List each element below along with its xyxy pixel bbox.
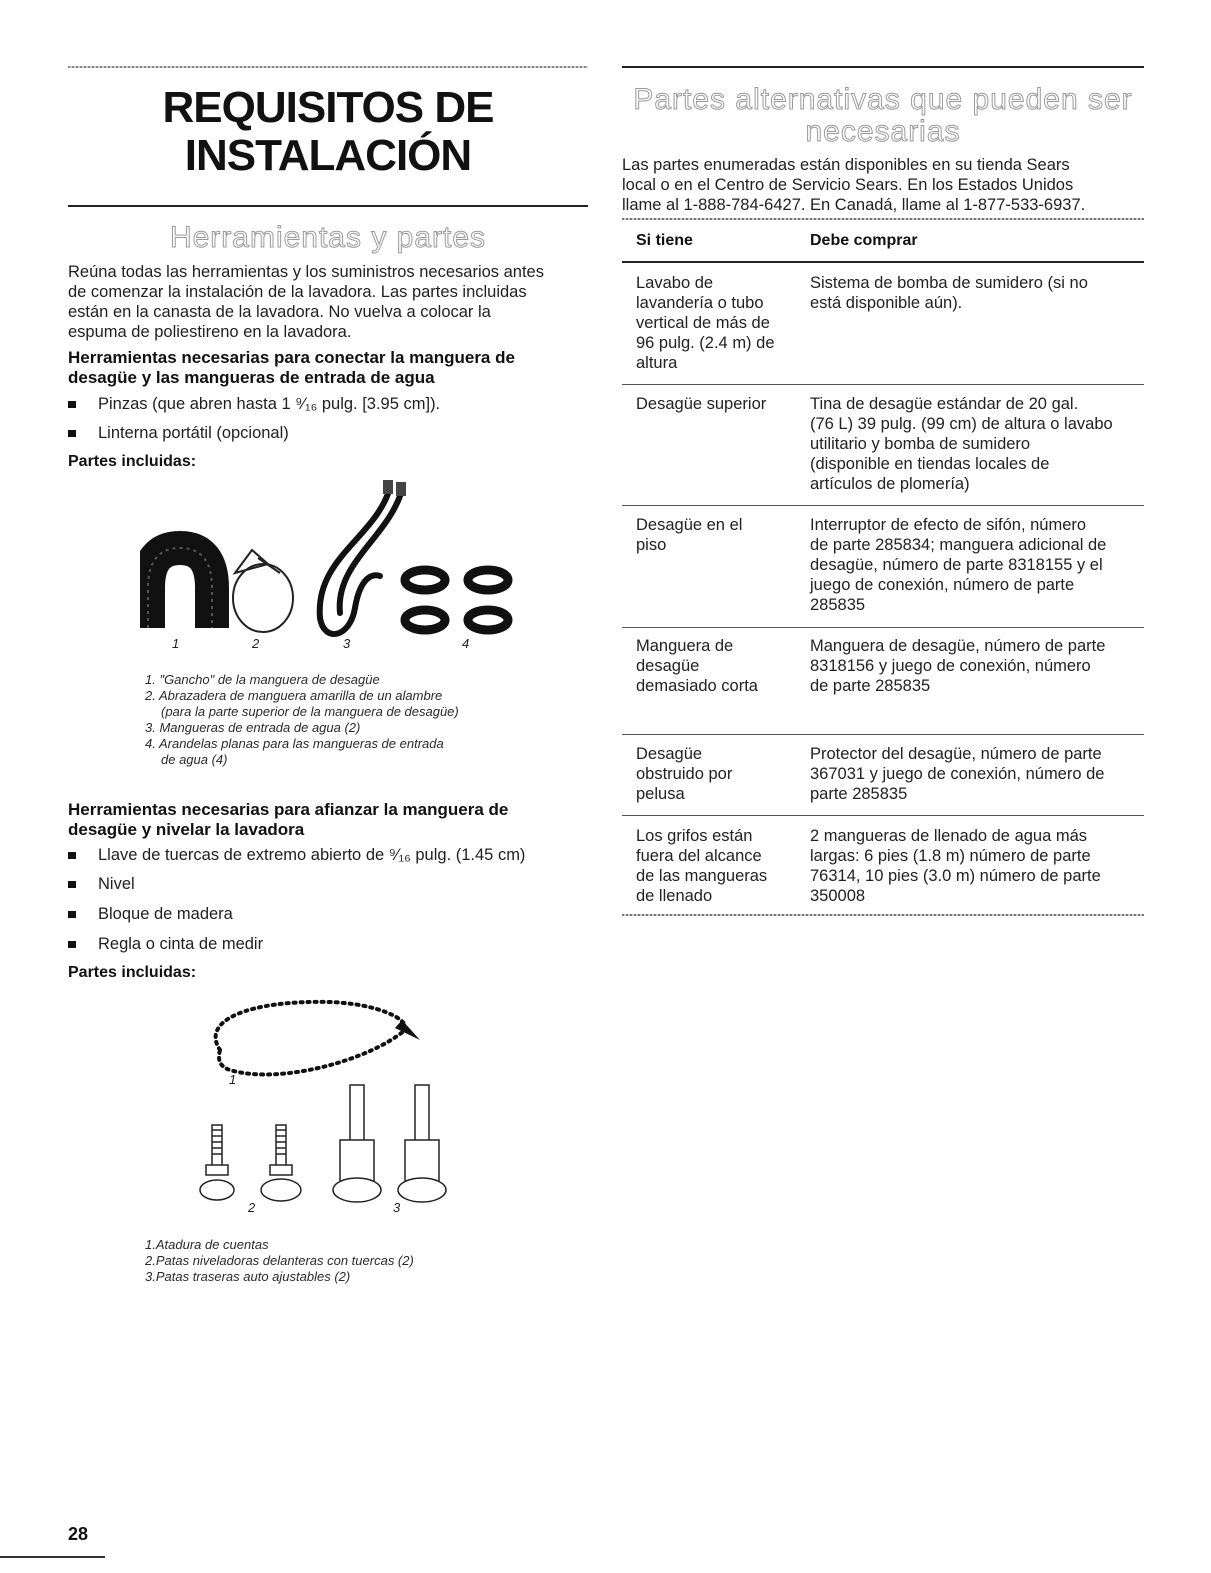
title-line-1: REQUISITOS DE: [162, 83, 494, 132]
list-item: Pinzas (que abren hasta 1 ⁹⁄₁₆ pulg. [3.95 cm]).: [98, 395, 441, 413]
table-cell-buy: Sistema de bomba de sumidero (si no está disponible aún).: [810, 274, 1088, 312]
list-item: Bloque de madera: [98, 905, 233, 923]
tie-lock-icon: [395, 1020, 420, 1040]
table-cell-buy: Interruptor de efecto de sifón, número de parte 285834; manguera adicional de desagüe, número de parte 8318155 y el juego de conexión, número de parte 285835: [810, 516, 1107, 614]
top-dotted-rule: [68, 66, 588, 68]
page-number: 28: [68, 1524, 89, 1544]
alt-parts-intro: [622, 155, 1152, 215]
intro-line: de comenzar la instalación de la lavadora. Las partes incluidas: [68, 283, 527, 301]
section-title-tools: Herramientas y partes: [169, 221, 487, 254]
footer-rule: [0, 1556, 105, 1558]
parts-captions-2: [145, 1237, 575, 1285]
inlet-hoses-icon: [320, 480, 406, 634]
table-bottom-rule: [622, 914, 1144, 916]
rear-self-adjusting-feet-icon: [333, 1085, 446, 1202]
caption-line: 1.Atadura de cuentas: [145, 1237, 269, 1252]
intro-line: Reúna todas las herramientas y los suministros necesarios antes: [68, 263, 544, 281]
part-number-label: 1: [229, 1072, 237, 1087]
intro-paragraph: [68, 262, 588, 342]
parts-illustration-1: [140, 478, 540, 648]
drain-hose-hook-icon: [148, 548, 212, 628]
table-cell-have: Desagüe en el piso: [636, 516, 743, 554]
flat-washers-icon: [405, 570, 508, 630]
heading-line: Herramientas necesarias para conectar la manguera de: [68, 348, 515, 367]
front-leveling-feet-icon: [200, 1125, 301, 1201]
table-cell-have: Desagüe obstruido por pelusa: [636, 745, 733, 803]
table-cell-buy: Manguera de desagüe, número de parte 8318156 y juego de conexión, número de parte 285835: [810, 637, 1106, 695]
caption-line: 2.Patas niveladoras delanteras con tuercas (2): [145, 1253, 414, 1268]
part-number-label: 4: [462, 636, 470, 651]
section-divider: [622, 66, 1144, 68]
part-number-label: 1: [172, 636, 180, 651]
title-line-2: INSTALACIÓN: [184, 131, 472, 180]
caption-line: 3. Mangueras de entrada de agua (2): [145, 720, 361, 735]
bead-tie-icon: [216, 1002, 406, 1075]
table-top-rule: [622, 218, 1144, 220]
section-title-alternative-parts: [622, 84, 1144, 148]
parts-included-label: Partes incluidas:: [68, 453, 197, 470]
col-header-buy: Debe comprar: [810, 232, 918, 249]
heading-line: desagüe y las mangueras de entrada de agua: [68, 368, 435, 387]
section-title-line: Partes alternativas que pueden ser: [633, 83, 1133, 116]
table-cell-have: Los grifos están fuera del alcance de las mangueras de llenado: [636, 827, 768, 905]
table-row-rule: [622, 505, 1144, 506]
table-row-rule: [622, 815, 1144, 816]
heading-line: Herramientas necesarias para afianzar la manguera de: [68, 800, 509, 819]
caption-line: 3.Patas traseras auto ajustables (2): [145, 1269, 351, 1284]
list-item: Linterna portátil (opcional): [98, 424, 289, 442]
hose-clamp-icon: [233, 550, 293, 632]
intro-line: espuma de poliestireno en la lavadora.: [68, 323, 352, 341]
intro-line: Las partes enumeradas están disponibles en su tienda Sears: [622, 156, 1070, 174]
tools-heading-2: [68, 800, 588, 840]
table-row-rule: [622, 734, 1144, 735]
table-header-rule: [622, 261, 1144, 263]
part-number-label: 2: [248, 1200, 256, 1215]
caption-line: 4. Arandelas planas para las mangueras de entrada: [145, 736, 444, 751]
part-number-label: 3: [343, 636, 351, 651]
parts-captions-1: [145, 672, 575, 768]
col-header-have: Si tiene: [636, 232, 693, 249]
table-cell-buy: Protector del desagüe, número de parte 367031 y juego de conexión, número de parte 285835: [810, 745, 1105, 803]
table-row-rule: [622, 627, 1144, 628]
table-cell-buy: Tina de desagüe estándar de 20 gal. (76 L) 39 pulg. (99 cm) de altura o lavabo utilitario y bomba de sumidero (disponible en tiendas locales de artículos de plomería): [810, 395, 1113, 493]
table-cell-have: Lavabo de lavandería o tubo vertical de más de 96 pulg. (2.4 m) de altura: [636, 274, 775, 372]
list-item: Regla o cinta de medir: [98, 935, 264, 953]
table-cell-buy: 2 mangueras de llenado de agua más largas: 6 pies (1.8 m) número de parte 76314, 10 pies (3.0 m) número de parte 350008: [810, 827, 1101, 905]
table-row-rule: [622, 384, 1144, 385]
caption-line: 1. "Gancho" de la manguera de desagüe: [145, 672, 380, 687]
parts-illustration-2: [190, 990, 480, 1220]
intro-line: están en la canasta de la lavadora. No vuelva a colocar la: [68, 303, 491, 321]
page-title: [68, 84, 588, 180]
caption-line: de agua (4): [161, 752, 228, 767]
caption-line: (para la parte superior de la manguera de desagüe): [161, 704, 459, 719]
list-item: Nivel: [98, 875, 135, 893]
table-cell-have: Manguera de desagüe demasiado corta: [636, 637, 758, 695]
caption-line: 2. Abrazadera de manguera amarilla de un alambre: [145, 688, 443, 703]
section-divider: [68, 205, 588, 207]
tools-heading-1: [68, 348, 588, 388]
intro-line: llame al 1-888-784-6427. En Canadá, llame al 1-877-533-6937.: [622, 196, 1086, 214]
section-title-line: necesarias: [805, 115, 961, 148]
list-item: Llave de tuercas de extremo abierto de ⁹⁄₁₆ pulg. (1.45 cm): [98, 846, 526, 864]
heading-line: desagüe y nivelar la lavadora: [68, 820, 305, 839]
part-number-label: 3: [393, 1200, 401, 1215]
table-cell-have: Desagüe superior: [636, 395, 767, 413]
parts-included-label: Partes incluidas:: [68, 964, 197, 981]
intro-line: local o en el Centro de Servicio Sears. En los Estados Unidos: [622, 176, 1074, 194]
part-number-label: 2: [252, 636, 260, 651]
